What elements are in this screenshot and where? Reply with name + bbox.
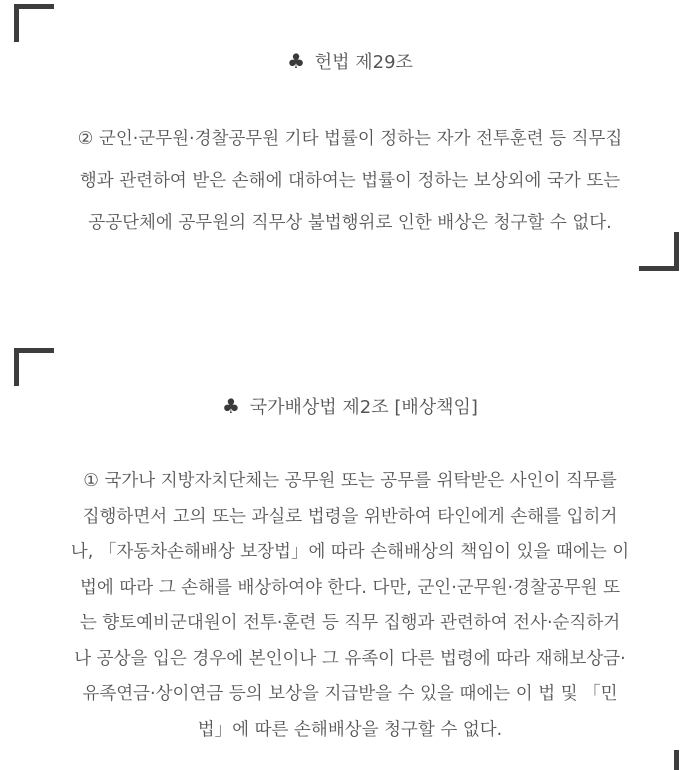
- text-line: 법에 따라 그 손해를 배상하여야 한다. 다만, 군인·군무원·경찰공무원 또: [79, 577, 621, 598]
- corner-bracket-top-left: [14, 4, 54, 44]
- article-text: [40, 124, 660, 250]
- corner-bracket-top-left: [14, 348, 54, 388]
- text-line: ① 국가나 지방자치단체는 공무원 또는 공무를 위탁받은 사인이 직무를: [83, 471, 617, 491]
- section-title: [0, 48, 700, 74]
- text-line: ② 군인·군무원·경찰공무원 기타 법률이 정하는 자가 전투훈련 등 직무집: [77, 129, 623, 149]
- club-icon: ♣: [287, 49, 305, 73]
- section-title: [0, 393, 700, 419]
- club-icon: ♣: [222, 394, 240, 418]
- text-line: 공공단체에 공무원의 직무상 불법행위로 인한 배상은 청구할 수 없다.: [88, 213, 612, 233]
- text-line: 나 공상을 입은 경우에 본인이나 그 유족이 다른 법령에 따라 재해보상금·: [74, 648, 626, 669]
- text-line: 는 향토예비군대원이 전투·훈련 등 직무 집행과 관련하여 전사·순직하거: [79, 613, 621, 633]
- text-line: 유족연금·상이연금 등의 보상을 지급받을 수 있을 때에는 이 법 및 「민: [82, 684, 618, 704]
- text-line: 법」에 따른 손해배상을 청구할 수 없다.: [197, 719, 503, 740]
- section-title-text: 국가배상법 제2조 [배상책임]: [249, 397, 478, 418]
- text-line: 집행하면서 고의 또는 과실로 법령을 위반하여 타인에게 손해를 입히거: [82, 506, 618, 527]
- article-text: [40, 466, 660, 750]
- section-title-text: 헌법 제29조: [314, 52, 413, 73]
- text-line: 나, 「자동차손해배상 보장법」에 따라 손해배상의 책임이 있을 때에는 이: [70, 542, 630, 562]
- text-line: 행과 관련하여 받은 손해에 대하여는 법률이 정하는 보상외에 국가 또는: [79, 171, 621, 191]
- corner-bracket-bottom-right: [639, 750, 679, 770]
